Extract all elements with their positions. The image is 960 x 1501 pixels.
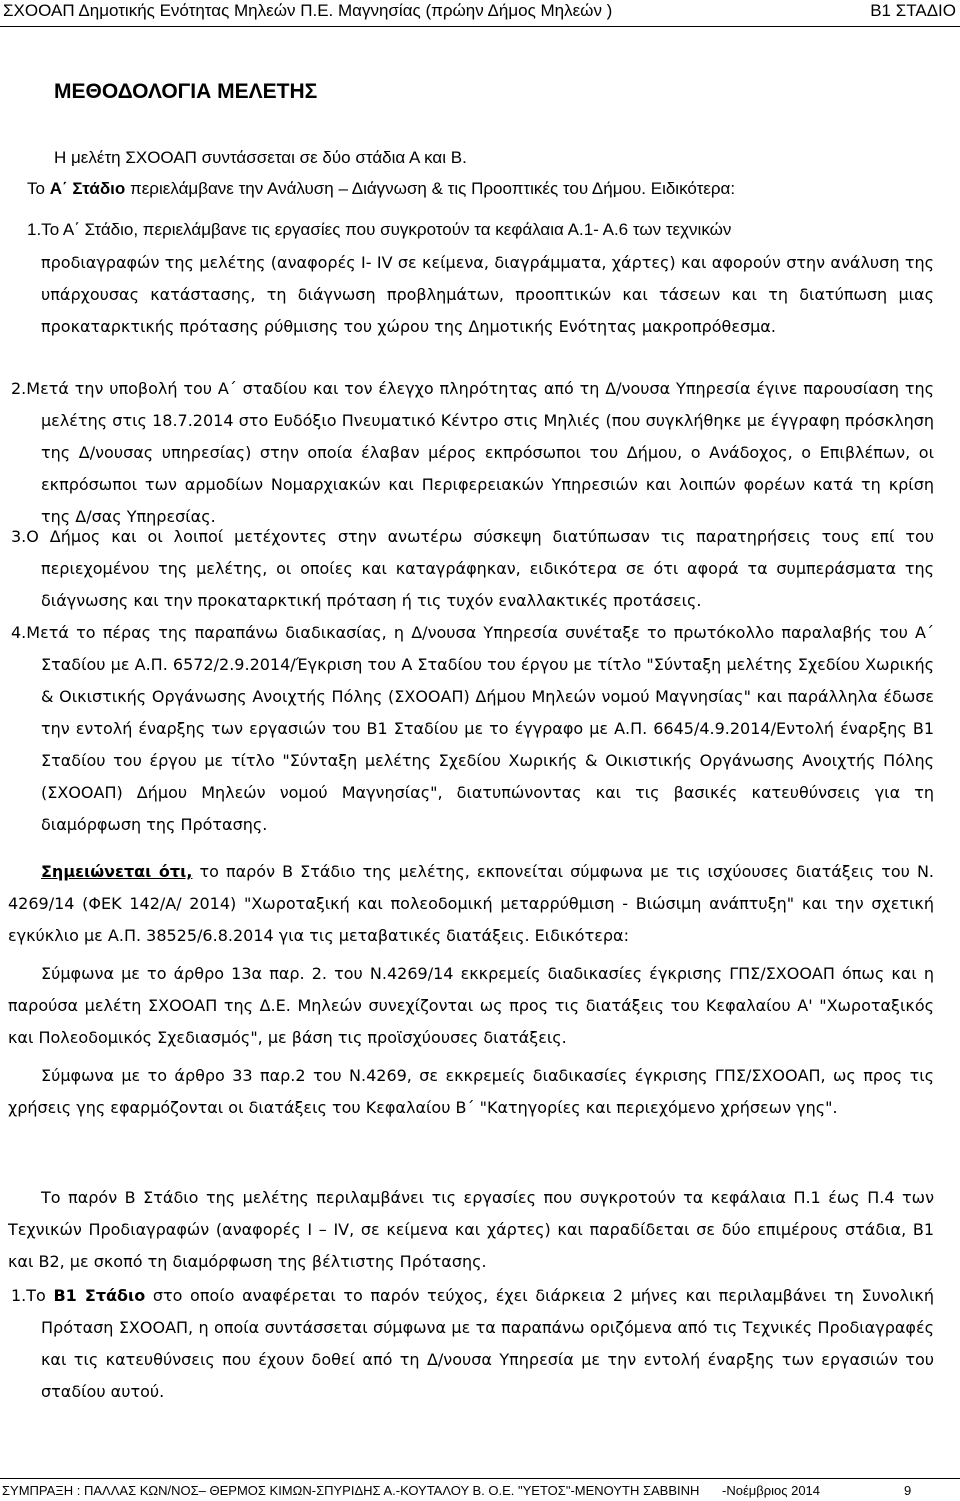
list-item-4-text: Μετά το πέρας της παραπάνω διαδικασίας, η Δ/νουσα Υπηρεσία συνέταξε το πρωτόκολλο παραλαβής του Α΄ Σταδίου με Α.Π. 6572/2.9.2014/Έγκριση του Α Σταδίου του έργου με τίτλο "Σύνταξη μελέτης Σχεδίου Χωρικής & Οικιστικής Οργάνωσης Ανοιχτής Πόλης (ΣΧΟΟΑΠ) Δήμου Μηλεών νομού Μαγνησίας" και παράλληλα έδωσε την εντολή έναρξης των εργασιών του Β1 Σταδίου με το έγγραφο με Α.Π. 6645/4.9.2014/Εντολή έναρξης Β1 Σταδίου του έργου με τίτλο "Σύνταξη μελέτης Σχεδίου Χωρικής & Οικιστικής Οργάνωσης Ανοιχτής Πόλης (ΣΧΟΟΑΠ) Δήμου Μηλεών νομού Μαγνησίας", διατυπώνοντας και τις βασικές κατευθύνσεις για τη διαμόρφωση της Πρότασης. (26, 623, 934, 834)
list-item-b1-bold: Β1 Στάδιο (53, 1286, 146, 1305)
intro-line-3: 1.Το Α΄ Στάδιο, περιελάμβανε τις εργασίες που συγκροτούν τα κεφάλαια Α.1- Α.6 των τεχνικών (27, 220, 732, 239)
list-item-b1 (11, 1280, 935, 1408)
intro-line-2-post: περιελάμβανε την Ανάλυση – Διάγνωση & τις Προοπτικές του Δήμου. Ειδικότερα: (125, 179, 736, 198)
header-title: ΣΧΟΟΑΠ Δημοτικής Ενότητας Μηλεών Π.Ε. Μαγνησίας (πρώην Δήμος Μηλεών ) (3, 1, 613, 20)
footer-date: -Νοέμβριος 2014 (722, 1483, 821, 1498)
stage-b-paragraph: Το παρόν Β Στάδιο της μελέτης περιλαμβάνει τις εργασίες που συγκροτούν τα κεφάλαια Π.1 έως Π.4 των Τεχνικών Προδιαγραφών (αναφορές Ι – ΙV, σε κείμενα και χάρτες) και παραδίδεται σε δύο επιμέρους στάδια, Β1 και Β2, με σκοπό τη διαμόρφωση της βέλτιστης Πρότασης. (8, 1188, 934, 1271)
list-item-b1-pre: Το (26, 1286, 54, 1305)
intro-line-2-bold: Α΄ Στάδιο (49, 179, 126, 198)
note-label: Σημειώνεται ότι, (41, 862, 193, 881)
intro-line-2 (27, 179, 735, 199)
intro-line-2-pre: Το (27, 179, 50, 198)
article-13a-paragraph: Σύμφωνα με το άρθρο 13α παρ. 2. του Ν.4269/14 εκκρεμείς διαδικασίες έγκρισης ΓΠΣ/ΣΧΟΟΑΠ όπως και η παρούσα μελέτη ΣΧΟΟΑΠ της Δ.Ε. Μηλεών συνεχίζονται ως προς τις διατάξεις του Κεφαλαίου Α' "Χωροταξικός και Πολεοδομικός Σχεδιασμός", με βάση τις προϊσχύουσες διατάξεις. (8, 964, 934, 1047)
footer-authors: ΣΥΜΠΡΑΞΗ : ΠΑΛΛΑΣ ΚΩΝ/ΝΟΣ– ΘΕΡΜΟΣ ΚΙΜΩΝ-ΣΠΥΡΙΔΗΣ Α.-ΚΟΥΤΑΛΟΥ Β. Ο.Ε. "ΥΕΤΟΣ"-ΜΕΝΟΥΤΗ ΣΑΒΒΙΝΗ (2, 1483, 700, 1498)
footer-page-number: 9 (904, 1483, 912, 1498)
intro-line-1: Η μελέτη ΣΧΟΟΑΠ συντάσσεται σε δύο στάδια Α και Β. (54, 148, 467, 167)
list-item-4 (11, 617, 934, 841)
list-item-3-text: Ο Δήμος και οι λοιποί μετέχοντες στην ανωτέρω σύσκεψη διατύπωσαν τις παρατηρήσεις τους επί του περιεχομένου της μελέτης, οι οποίες και καταγράφηκαν, ειδικότερα σε ότι αφορά τα συμπεράσματα της διάγνωσης και την προκαταρκτική πρόταση ή τις τυχόν εναλλακτικές προτάσεις. (26, 527, 934, 610)
note-text: το παρόν Β Στάδιο της μελέτης, εκπονείται σύμφωνα με τις ισχύουσες διατάξεις του Ν. 4269/14 (ΦΕΚ 142/Α/ 2014) "Χωροταξική και πολεοδομική μεταρρύθμιση - Βιώσιμη ανάπτυξη" και την σχετική εγκύκλιο με Α.Π. 38525/6.8.2014 για τις μεταβατικές διατάξεις. Ειδικότερα: (8, 862, 934, 945)
paragraph-1-continuation: προδιαγραφών της μελέτης (αναφορές Ι- ΙV σε κείμενα, διαγράμματα, χάρτες) και αφορούν στην ανάλυση της υπάρχουσας κατάστασης, τη διάγνωση προβλημάτων, προοπτικών και τάσεων και τη διατύπωση μιας προκαταρκτικής πρότασης ρύθμισης του χώρου της Δημοτικής Ενότητας μακροπρόθεσμα. (41, 253, 934, 336)
list-item-b1-text: στο οποίο αναφέρεται το παρόν τεύχος, έχει διάρκεια 2 μήνες και περιλαμβάνει τη Συνολική Πρόταση ΣΧΟΟΑΠ, η οποία συντάσσεται σύμφωνα με τα παραπάνω οριζόμενα από τις Τεχνικές Προδιαγραφές και τις κατευθύνσεις που έχουν δοθεί από τη Δ/νουσα Υπηρεσία με την εντολή έναρξης των εργασιών του σταδίου αυτού. (41, 1286, 935, 1401)
list-item-2 (11, 373, 934, 533)
list-item-2-text: Μετά την υποβολή του Α΄ σταδίου και τον έλεγχο πληρότητας από τη Δ/νουσα Υπηρεσία έγινε παρουσίαση της μελέτης στις 18.7.2014 στο Ευδόξιο Πνευματικό Κέντρο στις Μηλιές (που συγκλήθηκε με έγγραφη πρόσκληση της Δ/νουσας υπηρεσίας) στην οποία έλαβαν μέρος εκπρόσωποι του Δήμου, ο Ανάδοχος, ο Επιβλέπων, οι εκπρόσωποι των αρμοδίων Νομαρχιακών και Περιφερειακών Υπηρεσιών και λοιπών φορέων κατά τη κρίση της Δ/σας Υπηρεσίας. (26, 379, 934, 526)
list-item-3 (11, 521, 934, 617)
page-footer (0, 1478, 960, 1501)
header-stage: Β1 ΣΤΑΔΙΟ (870, 1, 956, 20)
note-paragraph (8, 856, 934, 952)
section-title: ΜΕΘΟΔΟΛΟΓΙΑ ΜΕΛΕΤΗΣ (54, 80, 318, 103)
article-33-paragraph: Σύμφωνα με το άρθρο 33 παρ.2 του Ν.4269, σε εκκρεμείς διαδικασίες έγκρισης ΓΠΣ/ΣΧΟΟΑΠ, ως προς τις χρήσεις γης εφαρμόζονται οι διατάξεις του Κεφαλαίου Β΄ "Κατηγορίες και περιεχόμενο χρήσεων γης". (8, 1066, 934, 1117)
page-header (0, 0, 960, 27)
